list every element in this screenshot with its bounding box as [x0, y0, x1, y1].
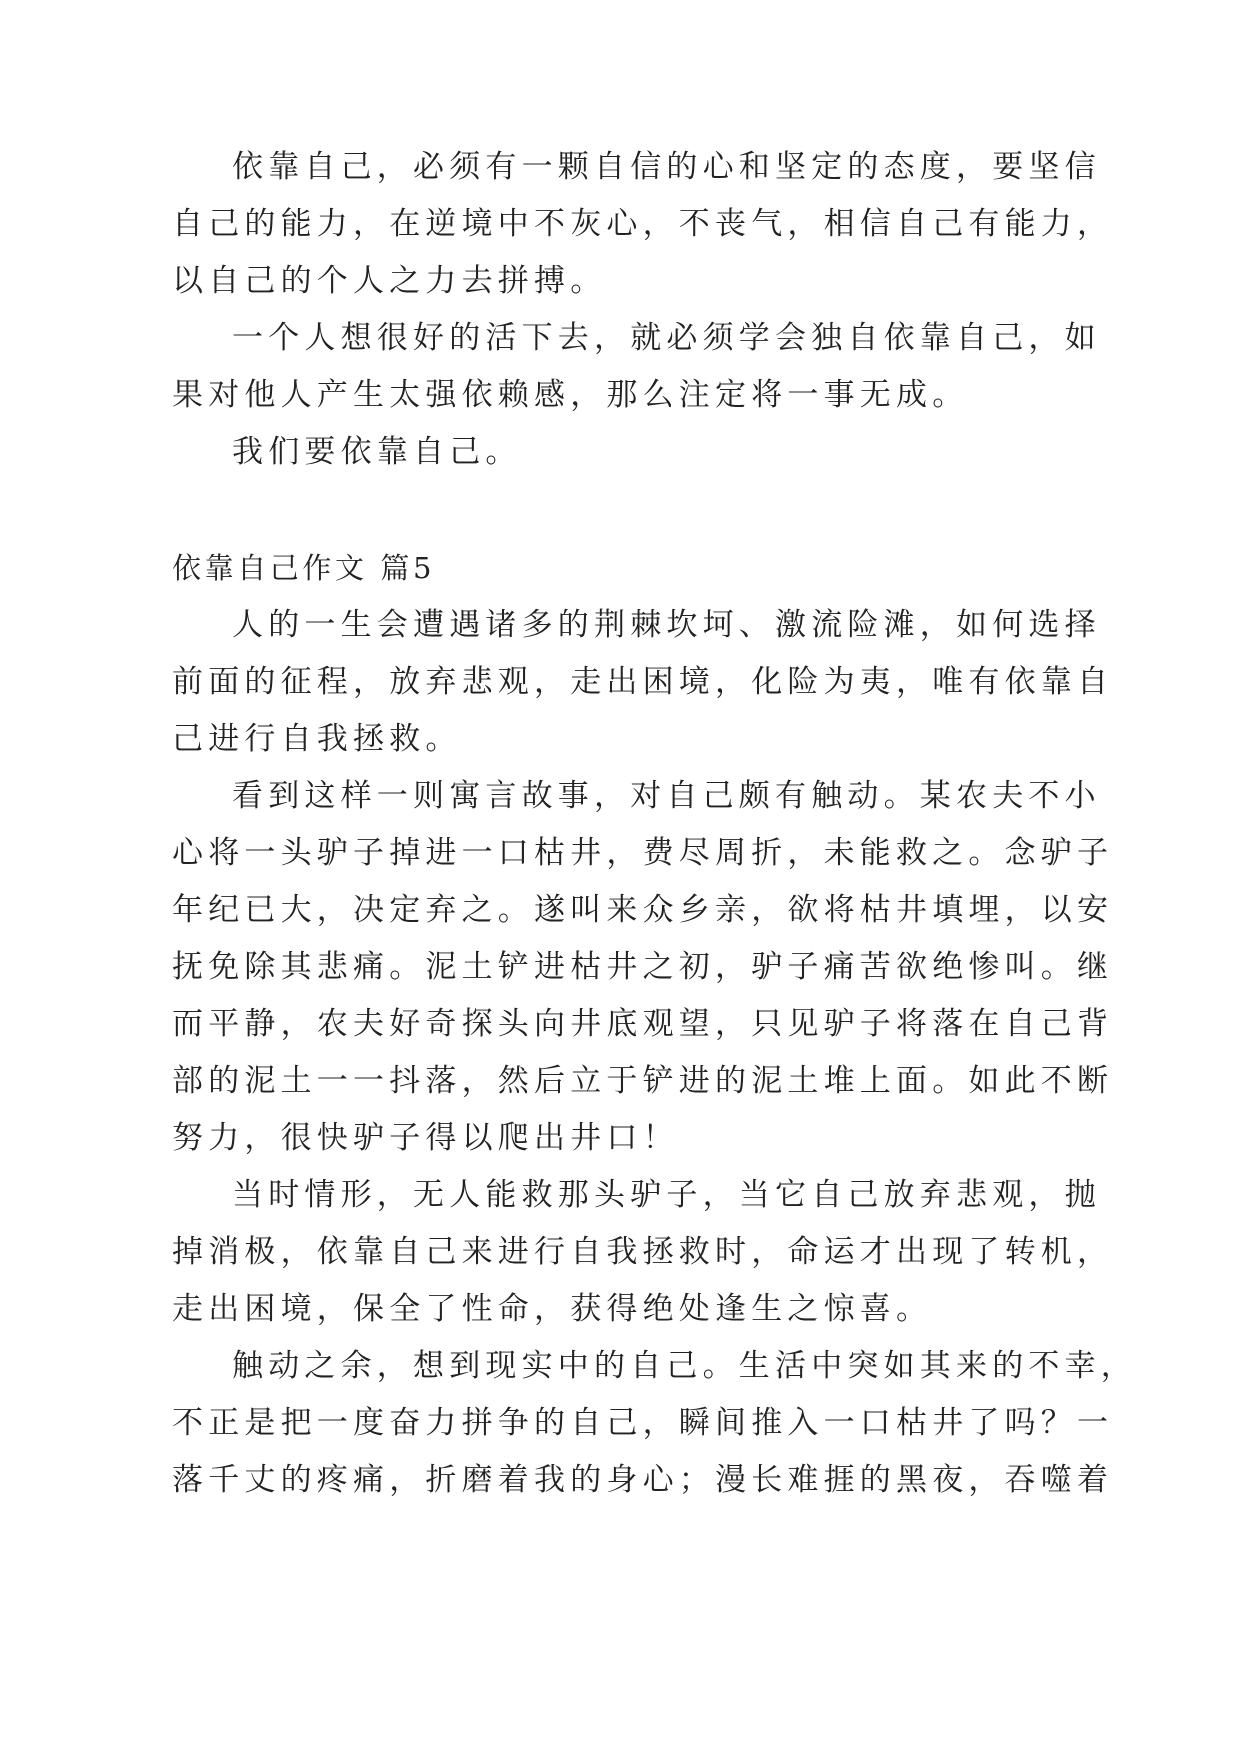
paragraph-line: 我们要依靠自己。: [232, 434, 522, 470]
paragraph-line: 掉消极，依靠自己来进行自我拯救时，命运才出现了转机，: [172, 1234, 1114, 1270]
paragraph-line: 不正是把一度奋力拼争的自己，瞬间推入一口枯井了吗？一: [172, 1405, 1114, 1441]
paragraph-line: 一个人想很好的活下去，就必须学会独自依靠自己，如: [232, 320, 1101, 356]
paragraph-line: 努力，很快驴子得以爬出井口！: [172, 1120, 679, 1156]
paragraph-line: 落千丈的疼痛，折磨着我的身心；漫长难捱的黑夜，吞噬着: [172, 1462, 1114, 1498]
paragraph-line: 触动之余，想到现实中的自己。生活中突如其来的不幸，: [232, 1348, 1137, 1384]
paragraph-line: 而平静，农夫好奇探头向井底观望，只见驴子将落在自己背: [172, 1006, 1114, 1042]
paragraph-line: 走出困境，保全了性命，获得绝处逢生之惊喜。: [172, 1291, 933, 1327]
paragraph-line: 果对他人产生太强依赖感，那么注定将一事无成。: [172, 377, 969, 413]
section-title: 依靠自己作文 篇5: [172, 551, 436, 585]
paragraph-line: 以自己的个人之力去拼搏。: [172, 263, 607, 299]
paragraph-line: 部的泥土一一抖落，然后立于铲进的泥土堆上面。如此不断: [172, 1063, 1114, 1099]
paragraph-line: 看到这样一则寓言故事，对自己颇有触动。某农夫不小: [232, 778, 1101, 814]
paragraph-line: 依靠自己，必须有一颗自信的心和坚定的态度，要坚信: [232, 149, 1101, 185]
paragraph-line: 抚免除其悲痛。泥土铲进枯井之初，驴子痛苦欲绝惨叫。继: [172, 949, 1114, 985]
paragraph-line: 年纪已大，决定弃之。遂叫来众乡亲，欲将枯井填埋，以安: [172, 892, 1114, 928]
paragraph-line: 人的一生会遭遇诸多的荆棘坎坷、激流险滩，如何选择: [232, 607, 1101, 643]
paragraph-line: 心将一头驴子掉进一口枯井，费尽周折，未能救之。念驴子: [172, 835, 1114, 871]
paragraph-line: 自己的能力，在逆境中不灰心，不丧气，相信自己有能力，: [172, 206, 1114, 242]
paragraph-line: 前面的征程，放弃悲观，走出困境，化险为夷，唯有依靠自: [172, 664, 1114, 700]
paragraph-line: 当时情形，无人能救那头驴子，当它自己放弃悲观，抛: [232, 1177, 1101, 1213]
paragraph-line: 己进行自我拯救。: [172, 721, 462, 757]
